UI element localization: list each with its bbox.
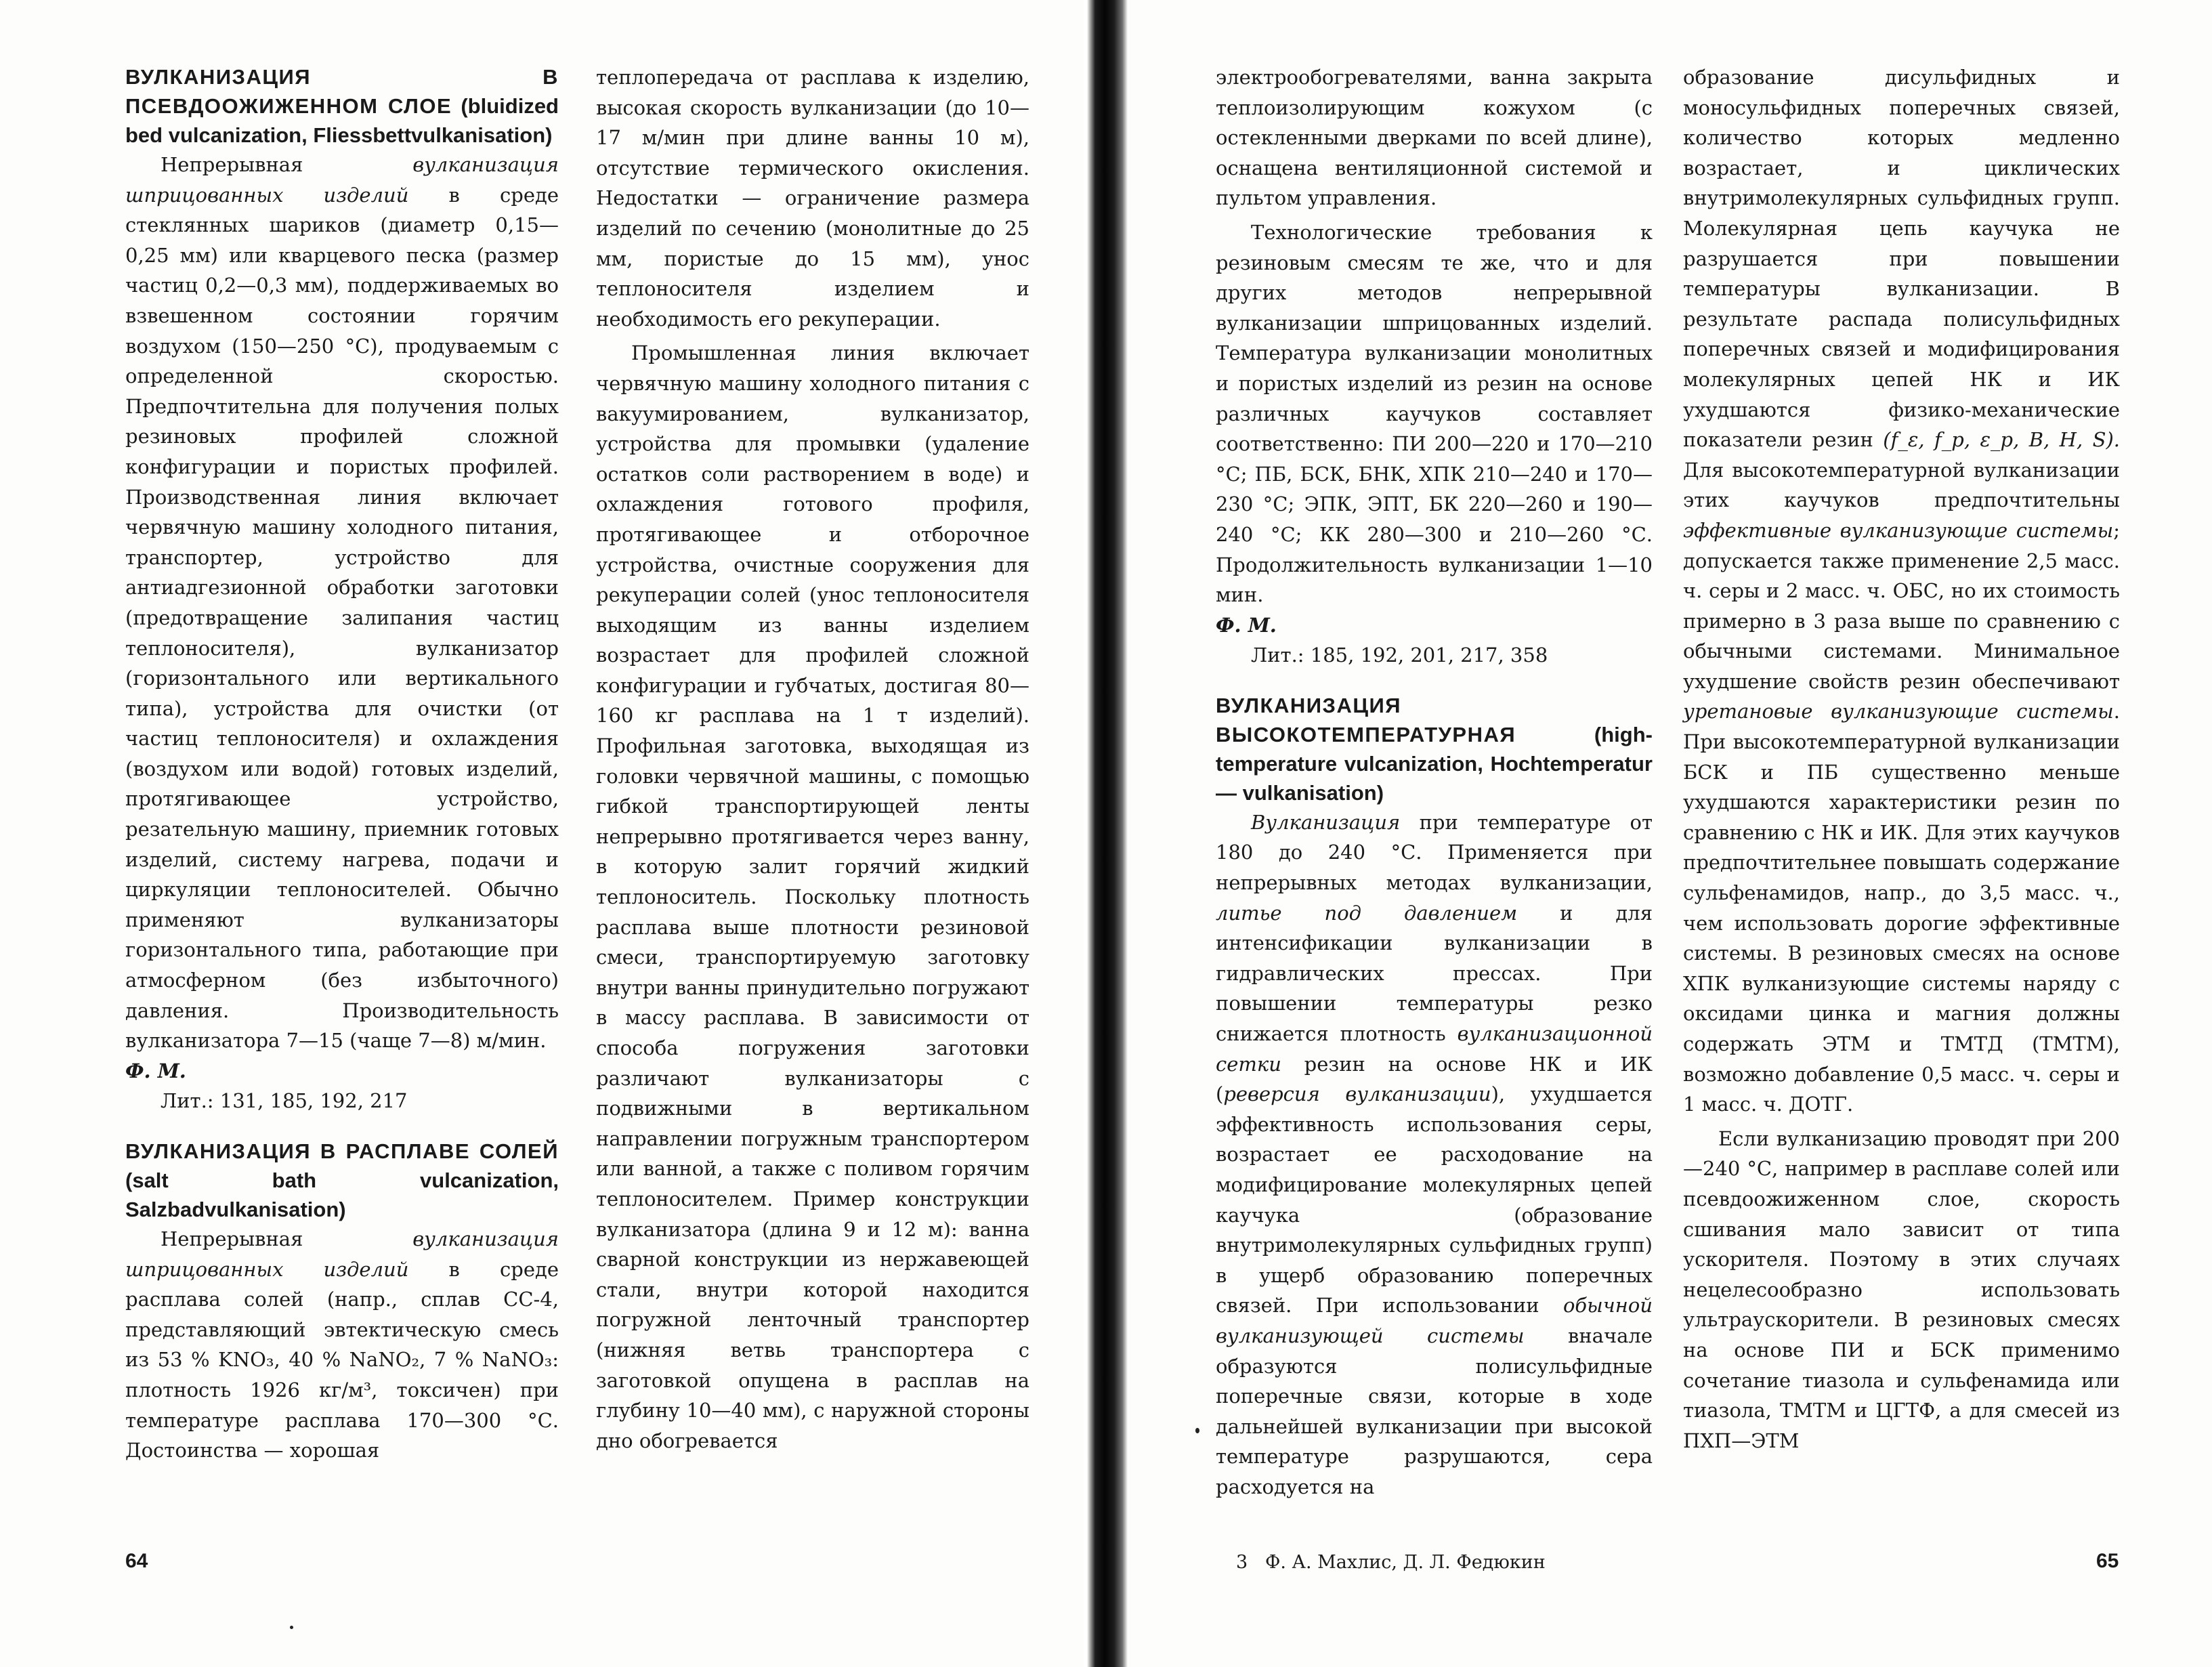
property-symbols: (f_ε, f_p, ε_p, B, H, S). [1883, 428, 2120, 452]
entry-heading-fluidized-bed: ВУЛКАНИЗАЦИЯ В ПСЕВДООЖИЖЕННОМ СЛОЕ (bluidized bed vulcanization, Fliessbettvulkanisation) [125, 65, 559, 147]
right-column-2 [1683, 62, 2120, 1456]
entry-body-fluidized-bed: Непрерывная вулканизация шприцованных изделий в среде стеклянных шариков (диаметр 0,15—0,25 мм) или кварцевого песка (размер частиц 0,2—0,3 мм), поддерживаемых во взвешенном состоянии горячим воздухом (150—250 °С), продуваемым с определенной скоростью. Предпочтительна для получения полых резиновых профилей сложной конфигурации и пористых профилей. Производственная линия включает червячную машину холодного питания, транспортер, устройство для антиадгезионной обработки заготовки (предотвращение залипания частиц теплоносителя), вулканизатор (горизонтального или вертикального типа), устройства для очистки (от частиц теплоносителя) и охлаждения (воздухом или водой) готовых изделий, протягивающее устройство, резательную машину, приемник готовых изделий, систему нагрева, подачи и циркуляции теплоносителей. Обычно применяют вулканизаторы горизонтального типа, работающие при атмосферном (без избыточного) давления. Производительность вулканизатора 7—15 (чаще 7—8) м/мин. [125, 153, 559, 1053]
cross-ref-link: вулканизация шприцованных изделий [125, 1227, 559, 1281]
paragraph-continued: образование дисульфидных и моносульфидных поперечных связей, количество которых медленно возрастает, и циклических внутримолекулярных сульфидных групп. Молекулярная цепь каучука не разрушается при повышении температуры вулканизации. В результате распада полисульфидных поперечных связей и модифицирования молекулярных цепей НК и ИК ухудшаются физико-механические показатели резин (f_ε, f_p, ε_p, B, H, S). Для высокотемпературной вулканизации этих каучуков предпочтительны эффективные вулканизующие системы; допускается также применение 2,5 масс. ч. серы и 2 масс. ч. ОБС, но их стоимость примерно в 3 раза выше по сравнению с обычными системами. Минимальное ухудшение свойств резин обеспечивают уретановые вулканизующие системы. При высокотемпературной вулканизации БСК и ПБ существенно меньше ухудшаются характеристики резин по сравнению с НК и ИК. Для этих каучуков предпочтительнее повышать содержание сульфенамидов, напр., до 3,5 масс. ч., чем использовать дорогие эффективные системы. В резиновых смесях на основе ХПК вулканизующие системы наряду с оксидами цинка и магния должны содержать ЭТМ и ТМТД (ТМТМ), возможно добавление 0,5 масс. ч. серы и 1 масс. ч. ДОТГ. [1683, 66, 2120, 1116]
paragraph-production-line: Промышленная линия включает червячную машину холодного питания с вакуумированием, вулканизатор, устройства для промывки (удаление остатков соли растворением в воде) и охлаждения готового профиля, протягивающее и отборочное устройства, очистные сооружения для рекуперации солей (унос теплоносителя выходящим из ванны изделием возрастает для профилей сложной конфигурации и губчатых, достигая 80—160 кг расплава на 1 т изделий). Профильная заготовка, выходящая из головки червячной машины, с помощью гибкой транспортирующей ленты непрерывно протягивается через ванну, в которую залит горячий жидкий теплоноситель. Поскольку плотность расплава выше плотности резиновой смеси, транспортируемую заготовку внутри ванны принудительно погружают в массу расплава. В зависимости от способа погружения заготовки различают вулканизаторы с подвижными в вертикальном направлении погружным транспортером или ванной, а также с поливом горячим теплоносителем. Пример конструкции вулканизатора (длина 9 и 12 м): ванна сварной конструкции из нержавеющей стали, внутри которой находится погружной ленточный транспортер (нижняя ветвь транспортера с заготовкой опущена в расплав на глубину 10—40 мм), с наружной стороны дно обогревается [596, 341, 1029, 1452]
paragraph-continued: электрообогревателями, ванна закрыта теплоизолирующим кожухом (с остекленными дверками по всей длине), оснащена вентиляционной системой и пультом управления. [1216, 66, 1653, 210]
paragraph-accelerators: Если вулканизацию проводят при 200—240 °С, например в расплаве солей или псевдоожиженном слое, скорость сшивания мало зависит от типа ускорителя. Поэтому в этих случаях нецелесообразно использовать ультраускорители. В резиновых смесях на основе ПИ и БСК применимо сочетание тиазола и сульфенамида или тиазола, ТМТМ и ЦГТФ, а для смесей из ПХП—ЭТМ [1683, 1126, 2120, 1452]
cross-ref-link: реверсия вулканизации [1223, 1082, 1491, 1106]
left-page [0, 0, 1084, 1667]
scan-speck [1195, 1428, 1199, 1433]
signature-mark: 3 Ф. А. Махлис, Д. Л. Федюкин [1236, 1552, 1546, 1573]
literature-refs: Лит.: 131, 185, 192, 217 [161, 1089, 408, 1113]
paragraph-requirements: Технологические требования к резиновым смесям те же, что и для других методов непрерывной вулканизации шприцованных изделий. Температура вулканизации монолитных и пористых изделий из резин на основе различных каучуков составляет соответственно: ПИ 200—220 и 170—210 °С; ПБ, БСК, БНК, ХПК 210—240 и 170—230 °С; ЭПК, ЭПТ, БК 220—260 и 190—240 °С; КК 280—300 и 210—260 °С. Продолжительность вулканизации 1—10 мин. [1216, 220, 1653, 607]
cross-ref-link: обычной вулканизующей системы [1216, 1294, 1653, 1347]
author-signature: Ф. М. [1216, 613, 1277, 637]
entry-heading-high-temperature: ВУЛКАНИЗАЦИЯ ВЫСОКОТЕМПЕРАТУРНАЯ (high-temperature vulcanization, Hochtemperatur — vulkanisation) [1216, 693, 1653, 805]
page-number-left: 64 [125, 1550, 148, 1572]
entry-heading-salt-bath: ВУЛКАНИЗАЦИЯ В РАСПЛАВЕ СОЛЕЙ (salt bath vulcanization, Salzbadvulkanisation) [125, 1139, 559, 1221]
scan-speck [290, 1626, 293, 1629]
left-column-1 [125, 62, 559, 1466]
cross-ref-link: литье под давлением [1216, 901, 1518, 925]
cross-ref-link: вулканизационной сетки [1216, 1022, 1653, 1076]
entry-body-high-temperature: Вулканизация при температуре от 180 до 240 °С. Применяется при непрерывных методах вулканизации, литье под давлением и для интенсификации вулканизации в гидравлических прессах. При повышении температуры резко снижается плотность вулканизационной сетки резин на основе НК и ИК (реверсия вулканизации), ухудшается эффективность использования серы, возрастает ее расходование на модифицирование молекулярных цепей каучука (образование внутримолекулярных сульфидных групп) в ущерб образованию поперечных связей. При использовании обычной вулканизующей системы вначале образуются полисульфидные поперечные связи, которые в ходе дальнейшей вулканизации при высокой температуре разрушаются, сера расходуется на [1216, 810, 1653, 1498]
author-signature: Ф. М. [125, 1059, 186, 1082]
cross-ref-link: Вулканизация [1251, 810, 1401, 834]
cross-ref-link: вулканизация шприцованных изделий [125, 153, 559, 207]
right-page [1128, 0, 2212, 1667]
entry-body-salt-bath: Непрерывная вулканизация шприцованных изделий в среде расплава солей (напр., сплав СС-4, представляющий эвтектическую смесь из 53 % KNO₃, 40 % NaNO₂, 7 % NaNO₃: плотность 1926 кг/м³, токсичен) при температуре расплава 170—300 °С. Достоинства — хорошая [125, 1227, 559, 1462]
right-column-1 [1216, 62, 1653, 1502]
page-number-right: 65 [2096, 1550, 2119, 1572]
left-column-2 [596, 62, 1029, 1456]
paragraph-continued: теплопередача от расплава к изделию, высокая скорость вулканизации (до 10—17 м/мин при длине ванны 10 м), отсутствие термического окисления. Недостатки — ограничение размера изделий по сечению (монолитные до 25 мм, пористые до 15 мм), унос теплоносителя изделием и необходимость его рекуперации. [596, 66, 1029, 331]
book-gutter [1087, 0, 1128, 1667]
cross-ref-link: уретановые вулканизующие системы [1683, 700, 2114, 723]
literature-refs: Лит.: 185, 192, 201, 217, 358 [1251, 643, 1548, 667]
cross-ref-link: эффективные вулканизующие системы [1683, 518, 2114, 542]
